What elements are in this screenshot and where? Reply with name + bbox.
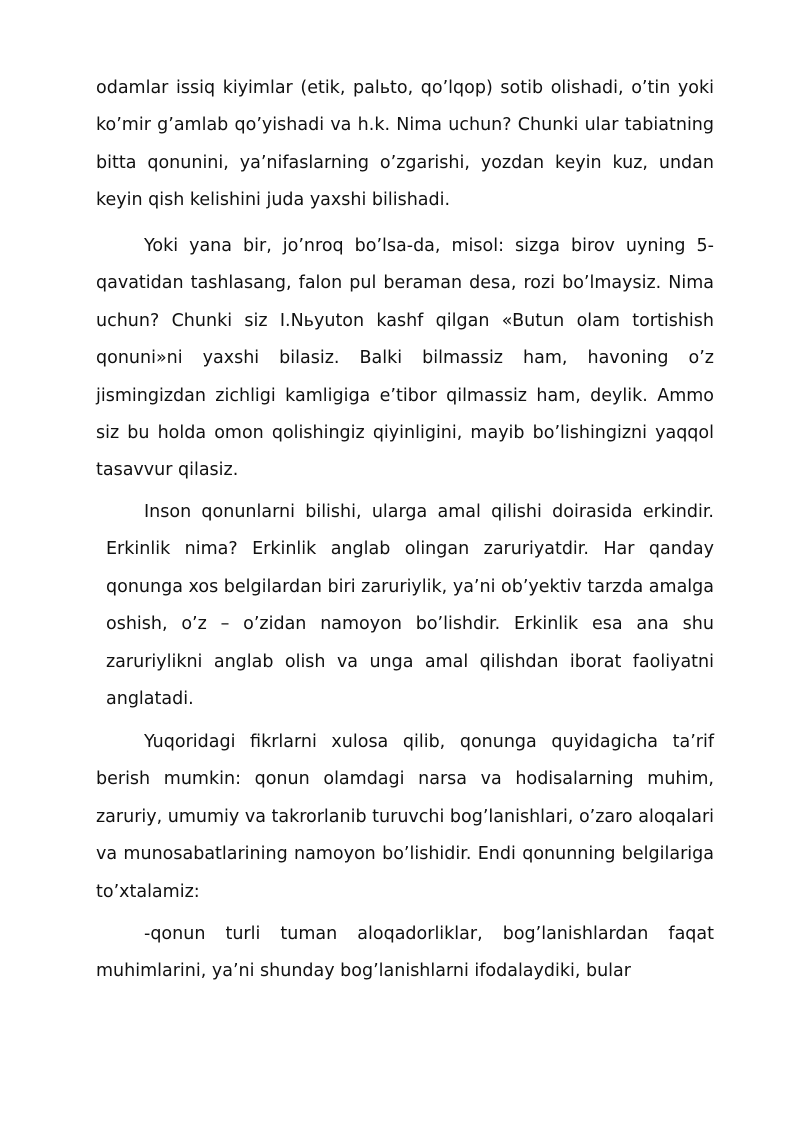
paragraph-4: Yuqoridagi fikrlarni xulosa qilib, qonunga quyidagicha ta’rif berish mumkin: qonun olamdagi narsa va hodisalarning muhim, zaruriy, umumiy va takrorlanib turuvchi bog’lanishlari, o’zaro aloqalari va munosabatlarining namoyon bo’lishidir. Endi qonunning belgilariga to’xtalamiz: bbox=[96, 732, 714, 902]
paragraph-2: Yoki yana bir, jo’nroq bo’lsa-da, misol: sizga birov uyning 5-qavatidan tashlasang, falon pul beraman desa, rozi bo’lmaysiz. Nima uchun? Chunki siz I.Nьyuton kashf qilgan «Butun olam tortishish qonuni»ni yaxshi bilasiz. Balki bilmassiz ham, havoning o’z jismingizdan zichligi kamligiga e’tibor qilmassiz ham, deylik. Ammo siz bu holda omon qolishingiz qiyinligini, mayib bo’lishingizni yaqqol tasavvur qilasiz. bbox=[96, 236, 714, 481]
paragraph-1: odamlar issiq kiyimlar (etik, palьto, qo’lqop) sotib olishadi, o’tin yoki ko’mir g’amlab qo’yishadi va h.k. Nima uchun? Chunki ular tabiatning bitta qonunini, ya’nifaslarning o’zgarishi, yozdan keyin kuz, undan keyin qish kelishini juda yaxshi bilishadi. bbox=[96, 78, 714, 211]
paragraph-3: Inson qonunlarni bilishi, ularga amal qilishi doirasida erkindir. Erkinlik nima? Erkinlik anglab olingan zaruriyatdir. Har qanday qonunga xos belgilardan biri zaruriylik, ya’ni ob’yektiv tarzda amalga oshish, o’z – o’zidan namoyon bo’lishdir. Erkinlik esa ana shu zaruriylikni anglab olish va unga amal qilishdan iborat faoliyatni anglatadi. bbox=[106, 502, 714, 710]
paragraph-5: -qonun turli tuman aloqadorliklar, bog’lanishlardan faqat muhimlarini, ya’ni shunday bog’lanishlarni ifodalaydiki, bular bbox=[96, 924, 714, 982]
